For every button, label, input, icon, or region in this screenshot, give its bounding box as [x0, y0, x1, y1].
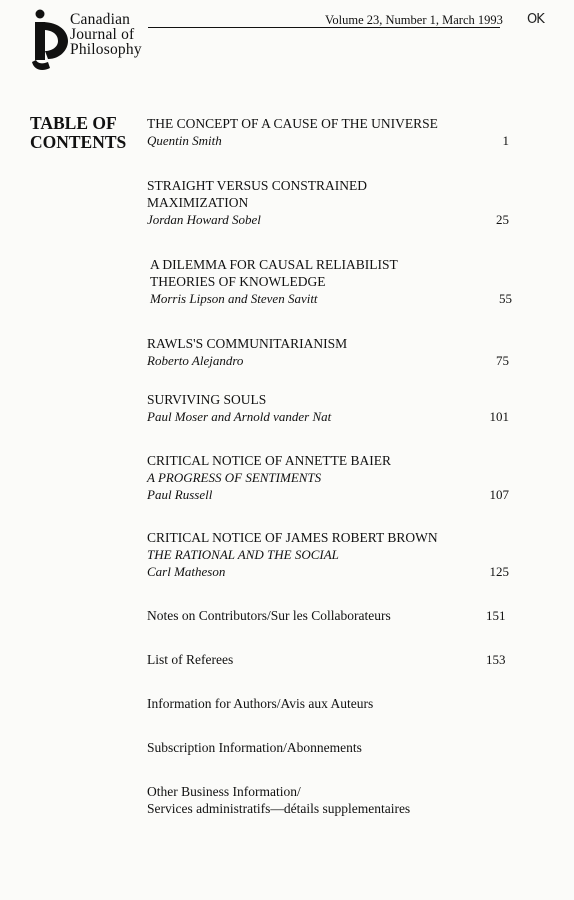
- article-author: Jordan Howard Sobel: [147, 212, 261, 227]
- article-title: CRITICAL NOTICE OF JAMES ROBERT BROWN: [147, 530, 438, 545]
- toc-heading-line-2: CONTENTS: [30, 132, 127, 152]
- article-title: THEORIES OF KNOWLEDGE: [150, 274, 326, 289]
- journal-name-line-3: Philosophy: [70, 41, 142, 58]
- toc-heading-line-1: TABLE OF: [30, 113, 117, 133]
- toc-entry: [147, 335, 517, 369]
- page-number: 151: [486, 608, 506, 623]
- back-matter-item: Services administratifs—détails supplementaires: [147, 801, 411, 816]
- page-number: 153: [486, 652, 506, 667]
- article-title: RAWLS'S COMMUNITARIANISM: [147, 336, 348, 351]
- toc-heading: [30, 114, 126, 152]
- toc-entry: [147, 452, 517, 503]
- article-title: MAXIMIZATION: [147, 195, 249, 210]
- article-author: Paul Russell: [147, 487, 213, 502]
- back-matter-item: Subscription Information/Abonnements: [147, 740, 362, 755]
- back-matter-item: Other Business Information/: [147, 784, 301, 799]
- article-title: A DILEMMA FOR CAUSAL RELIABILIST: [150, 257, 398, 272]
- toc-entry: [147, 115, 517, 149]
- article-author: Morris Lipson and Steven Savitt: [150, 291, 318, 306]
- journal-logo: [30, 8, 170, 72]
- article-author: Paul Moser and Arnold vander Nat: [147, 409, 332, 424]
- page-number: 107: [489, 487, 509, 502]
- journal-name-line-2: Journal of: [70, 26, 135, 43]
- article-author: Carl Matheson: [147, 564, 226, 579]
- back-matter-item: Notes on Contributors/Sur les Collaborateurs: [147, 608, 391, 623]
- page-number: 101: [489, 409, 509, 424]
- toc-entry: [147, 529, 517, 580]
- article-title: SURVIVING SOULS: [147, 392, 267, 407]
- book-title: A PROGRESS OF SENTIMENTS: [147, 470, 322, 485]
- article-title: THE CONCEPT OF A CAUSE OF THE UNIVERSE: [147, 116, 438, 131]
- cjp-logo-icon: [30, 8, 74, 72]
- toc-entry: [150, 256, 520, 307]
- page-number: 25: [496, 212, 509, 227]
- journal-name-line-1: Canadian: [70, 11, 131, 28]
- book-title: THE RATIONAL AND THE SOCIAL: [147, 547, 339, 562]
- handwritten-mark: OK: [527, 12, 544, 27]
- back-matter-item: Information for Authors/Avis aux Auteurs: [147, 696, 374, 711]
- page-number: 125: [489, 564, 509, 579]
- article-author: Roberto Alejandro: [147, 353, 244, 368]
- article-author: Quentin Smith: [147, 133, 222, 148]
- back-matter-item: List of Referees: [147, 652, 234, 667]
- toc-entry: [147, 177, 517, 228]
- article-title: CRITICAL NOTICE OF ANNETTE BAIER: [147, 453, 391, 468]
- article-title: STRAIGHT VERSUS CONSTRAINED: [147, 178, 368, 193]
- page-number: 55: [499, 291, 512, 306]
- page-number: 1: [502, 133, 509, 148]
- issue-info: Volume 23, Number 1, March 1993: [325, 13, 503, 27]
- toc-entry: [147, 391, 517, 425]
- page-number: 75: [496, 353, 509, 368]
